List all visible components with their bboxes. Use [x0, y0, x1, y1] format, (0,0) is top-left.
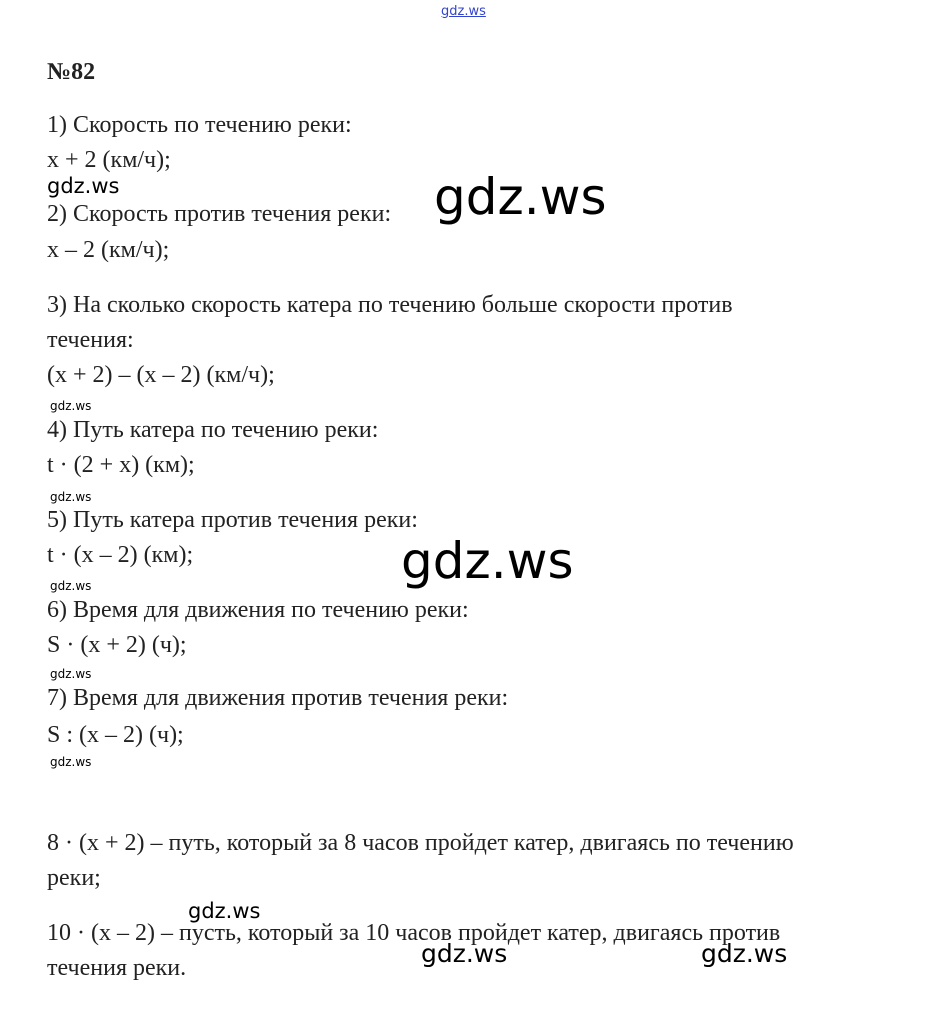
watermark: gdz.ws [47, 174, 120, 198]
text-line: 5) Путь катера против течения реки: [47, 507, 418, 533]
watermark: gdz.ws [421, 939, 508, 968]
text-line: t · (x – 2) (км); [47, 542, 194, 568]
watermark: gdz.ws [50, 579, 92, 593]
text-line: течения: [47, 327, 134, 353]
text-line: 2) Скорость против течения реки: [47, 201, 392, 227]
watermark: gdz.ws [50, 755, 92, 769]
text-line: реки; [47, 865, 101, 891]
text-line: течения реки. [47, 955, 187, 981]
text-line: 8 · (x + 2) – путь, который за 8 часов пройдет катер, двигаясь по течению [47, 830, 794, 856]
watermark: gdz.ws [50, 399, 92, 413]
text-line: 10 · (x – 2) – пусть, который за 10 часов пройдет катер, двигаясь против [47, 920, 781, 946]
text-line: 3) На сколько скорость катера по течению больше скорости против [47, 292, 733, 318]
text-line: x + 2 (км/ч); [47, 147, 171, 173]
text-line: 6) Время для движения по течению реки: [47, 597, 469, 623]
watermark: gdz.ws [50, 490, 92, 504]
text-line: t · (2 + x) (км); [47, 452, 195, 478]
text-line: S · (x + 2) (ч); [47, 632, 187, 658]
watermark: gdz.ws [434, 168, 607, 226]
watermark: gdz.ws [188, 899, 261, 923]
watermark: gdz.ws [401, 532, 574, 590]
text-line: 7) Время для движения против течения реки: [47, 685, 509, 711]
text-line: (x + 2) – (x – 2) (км/ч); [47, 362, 275, 388]
text-line: S : (x – 2) (ч); [47, 722, 184, 748]
text-line: 1) Скорость по течению реки: [47, 112, 352, 138]
watermark: gdz.ws [50, 667, 92, 681]
header-link[interactable]: gdz.ws [441, 4, 486, 19]
text-line: 4) Путь катера по течению реки: [47, 417, 379, 443]
watermark: gdz.ws [701, 939, 788, 968]
problem-number: №82 [47, 59, 96, 85]
text-line: x – 2 (км/ч); [47, 237, 170, 263]
